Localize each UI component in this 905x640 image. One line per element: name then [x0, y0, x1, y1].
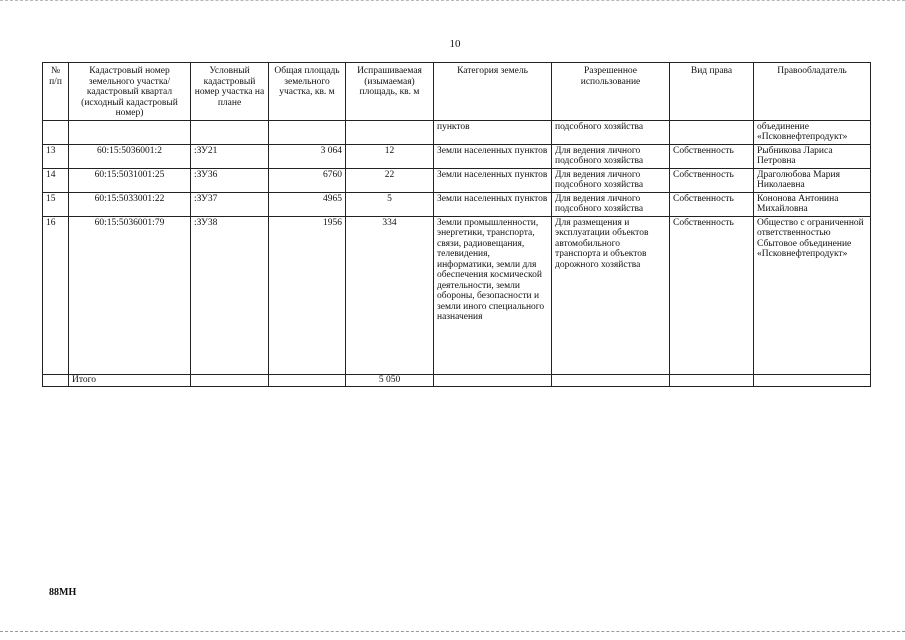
table-row — [43, 168, 871, 192]
land-plot-table — [42, 62, 871, 387]
table-row — [43, 144, 871, 168]
cell-conditional: :ЗУ21 — [191, 144, 269, 168]
header-conditional: Условный кадастровый номер участка на плане — [191, 63, 269, 121]
total-requested-area: 5 050 — [346, 374, 434, 386]
cell-total-area: 1956 — [269, 216, 346, 374]
document-code: 88МН — [49, 587, 77, 598]
cell-cadastral: 60:15:5036001:2 — [69, 144, 191, 168]
cell-requested-area: 12 — [346, 144, 434, 168]
cell-total-empty — [754, 374, 871, 386]
cell-requested-area — [346, 120, 434, 144]
cell-conditional: :ЗУ38 — [191, 216, 269, 374]
cell-total-empty — [269, 374, 346, 386]
cell-category: Земли населенных пунктов — [434, 168, 552, 192]
cell-total-area: 4965 — [269, 192, 346, 216]
scan-edge-bottom — [0, 631, 905, 634]
scan-edge-top — [0, 0, 905, 4]
header-requested-area: Испрашиваемая (изымаемая) площадь, кв. м — [346, 63, 434, 121]
cell-total-empty — [552, 374, 670, 386]
cell-use: Для размещения и эксплуатации объектов автомобильного транспорта и объектов дорожного хозяйства — [552, 216, 670, 374]
table-row — [43, 216, 871, 374]
cell-cadastral: 60:15:5036001:79 — [69, 216, 191, 374]
cell-cadastral: 60:15:5031001:25 — [69, 168, 191, 192]
header-use: Разрешенное использование — [552, 63, 670, 121]
cell-right: Собственность — [670, 168, 754, 192]
header-cadastral: Кадастровый номер земельного участка/ кадастровый квартал (исходный кадастровый номер) — [69, 63, 191, 121]
table-total-row — [43, 374, 871, 386]
cell-requested-area: 334 — [346, 216, 434, 374]
cell-owner: объединение «Псковнефтепродукт» — [754, 120, 871, 144]
cell-requested-area: 5 — [346, 192, 434, 216]
cell-total-area — [269, 120, 346, 144]
cell-owner: Общество с ограниченной ответственностью Сбытовое объединение «Псковнефтепродукт» — [754, 216, 871, 374]
cell-total-empty — [191, 374, 269, 386]
cell-requested-area: 22 — [346, 168, 434, 192]
cell-num: 16 — [43, 216, 69, 374]
cell-use: Для ведения личного подсобного хозяйства — [552, 144, 670, 168]
cell-right: Собственность — [670, 216, 754, 374]
cell-right: Собственность — [670, 192, 754, 216]
header-right: Вид права — [670, 63, 754, 121]
cell-conditional: :ЗУ36 — [191, 168, 269, 192]
cell-cadastral: 60:15:5033001:22 — [69, 192, 191, 216]
cell-num: 13 — [43, 144, 69, 168]
cell-category: Земли населенных пунктов — [434, 192, 552, 216]
cell-owner: Драголюбова Мария Николаевна — [754, 168, 871, 192]
table-row-continuation — [43, 120, 871, 144]
table-header-row — [43, 63, 871, 121]
cell-owner: Рыбникова Лариса Петровна — [754, 144, 871, 168]
cell-owner: Кононова Антонина Михайловна — [754, 192, 871, 216]
cell-category: Земли населенных пунктов — [434, 144, 552, 168]
cell-right — [670, 120, 754, 144]
header-owner: Правообладатель — [754, 63, 871, 121]
cell-total-area: 6760 — [269, 168, 346, 192]
cell-num — [43, 120, 69, 144]
table-row — [43, 192, 871, 216]
header-category: Категория земель — [434, 63, 552, 121]
cell-category: пунктов — [434, 120, 552, 144]
cell-use: подсобного хозяйства — [552, 120, 670, 144]
cell-num: 15 — [43, 192, 69, 216]
cell-category: Земли промышленности, энергетики, транспорта, связи, радиовещания, телевидения, информатики, земли для обеспечения космической деятельности, земли обороны, безопасности и земли иного специального назначения — [434, 216, 552, 374]
cell-num: 14 — [43, 168, 69, 192]
cell-cadastral — [69, 120, 191, 144]
cell-conditional — [191, 120, 269, 144]
cell-total-area: 3 064 — [269, 144, 346, 168]
cell-conditional: :ЗУ37 — [191, 192, 269, 216]
cell-use: Для ведения личного подсобного хозяйства — [552, 168, 670, 192]
page-number: 10 — [449, 38, 461, 50]
cell-total-empty — [670, 374, 754, 386]
cell-total-empty — [434, 374, 552, 386]
total-label: Итого — [69, 374, 191, 386]
cell-right: Собственность — [670, 144, 754, 168]
header-num: № п/п — [43, 63, 69, 121]
cell-total-empty — [43, 374, 69, 386]
cell-use: Для ведения личного подсобного хозяйства — [552, 192, 670, 216]
header-total-area: Общая площадь земельного участка, кв. м — [269, 63, 346, 121]
